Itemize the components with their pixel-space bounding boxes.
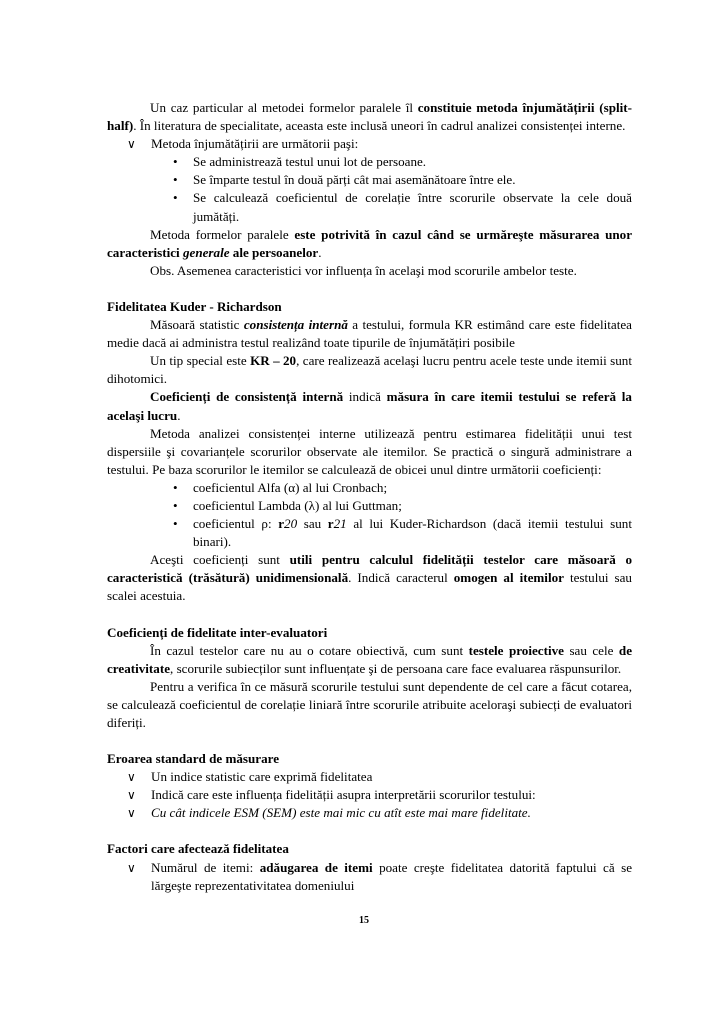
- bullet-item: [107, 479, 632, 497]
- text: indică: [343, 389, 387, 405]
- text: Aceşti coeficienți sunt: [150, 552, 290, 568]
- text: testului sau scalei acestuia.: [107, 570, 632, 604]
- heading-kuder-richardson: Fidelitatea Kuder - Richardson: [107, 298, 282, 314]
- factors-list: [107, 859, 632, 895]
- list-text: Metoda înjumătățirii are următorii paşi:: [151, 136, 359, 152]
- italic-text: Cu cât indicele ESM (SEM) este mai mic cu atît este mai mare fidelitate.: [151, 805, 531, 821]
- bold-italic-text: consistența internă: [243, 317, 348, 333]
- bold-text: de creativitate: [107, 642, 633, 676]
- list-item: [107, 768, 632, 786]
- split-half-bullets: [107, 153, 632, 225]
- bold-italic-text: generale: [182, 244, 230, 260]
- bold-text: adăugarea de itemi: [259, 859, 373, 875]
- bold-text: r: [327, 516, 334, 532]
- text: .: [177, 407, 181, 423]
- heading-standard-error: Eroarea standard de măsurare: [107, 751, 280, 767]
- text: Un tip special este: [150, 353, 251, 369]
- heading-factors: Factori care afectează fidelitatea: [107, 841, 289, 857]
- bullet-text: coeficientul Lambda (λ) al lui Guttman;: [193, 497, 402, 513]
- paragraph-inter-2: Pentru a verifica în ce măsură scorurile testului sunt dependente de cel care a făcut cotarea, se calculează coeficientul de corelație liniară între scorurile atribuite aceloraşi subiecți de evaluatori diferiți.: [107, 678, 632, 730]
- bold-text: Coeficienți de consistență internă: [150, 389, 344, 405]
- bullet-item: [107, 497, 632, 515]
- bullet-item: [107, 153, 632, 171]
- v-marker-icon: ∨: [127, 806, 136, 821]
- list-text: Indică care este influența fidelității asupra interpretării scorurilor testului:: [151, 787, 536, 803]
- text: sau cele: [563, 642, 619, 658]
- v-marker-icon: ∨: [127, 788, 136, 803]
- bullet-text: coeficientul Alfa (α) al lui Cronbach;: [193, 479, 388, 495]
- bold-text: constituie metoda înjumătățirii (split-half): [107, 100, 632, 134]
- text: . Indică caracterul: [348, 570, 454, 586]
- split-half-steps-list: [107, 135, 632, 153]
- text: a testului, formula KR estimând care este fidelitatea medie dacă ai administra testul realizând toate tipurile de înjumătățiri posibile: [107, 317, 632, 351]
- paragraph-kr-4: Metoda analizei consistenței interne utilizează pentru estimarea fidelității unui test dispersiile şi covarianțele scorurilor observate ale itemilor. Se practică o singură administrare a testului. Pe baza scorurilor le itemilor se calculează de obicei unul dintre următorii coeficienți:: [107, 425, 632, 477]
- bullet-icon: •: [173, 172, 178, 188]
- text: Metoda formelor paralele: [150, 226, 295, 242]
- text: sau: [297, 516, 328, 532]
- text: . În literatura de specialitate, aceasta este inclusă uneori în cadrul analizei consistenței interne.: [133, 118, 626, 134]
- v-marker-icon: ∨: [127, 860, 136, 875]
- bold-text: ale persoanelor: [229, 244, 319, 260]
- text: Numărul de itemi:: [151, 859, 260, 875]
- text: .: [318, 244, 322, 260]
- list-text: Un indice statistic care exprimă fidelitatea: [151, 769, 373, 785]
- text: , scorurile subiecților sunt influențate şi de persoana care face evaluarea răspunsurilor.: [170, 660, 622, 676]
- paragraph-kr-2: [107, 352, 632, 388]
- v-marker-icon: ∨: [127, 770, 136, 785]
- list-item: [107, 859, 632, 895]
- paragraph-kr-1: [107, 316, 632, 352]
- bullet-text: Se calculează coeficientul de corelație între scorurile observate la cele două jumătăți.: [193, 190, 632, 224]
- text: , care realizează acelaşi lucru pentru acele teste unde itemii sunt dihotomici.: [107, 353, 632, 387]
- standard-error-list: [107, 768, 632, 822]
- bullet-text: Se împarte testul în două părți cât mai asemănătoare între ele.: [193, 172, 516, 188]
- bullet-icon: •: [173, 190, 178, 206]
- bullet-icon: •: [173, 497, 178, 513]
- page-number: 15: [359, 915, 369, 926]
- bold-text: utili pentru calculul fidelității testelor care măsoară o caracteristică (trăsătură) unidimensională: [107, 552, 632, 586]
- bold-text: este potrivită în cazul când se urmăreşte măsurarea unor caracteristici: [107, 226, 632, 260]
- list-item: [107, 135, 632, 153]
- bullet-icon: •: [173, 479, 178, 495]
- text: Măsoară statistic: [150, 317, 244, 333]
- paragraph-split-half: [107, 99, 632, 135]
- bold-text: testele proiective: [468, 642, 564, 658]
- list-item: [107, 804, 632, 822]
- paragraph-inter-1: [107, 642, 632, 678]
- bullet-icon: •: [173, 154, 178, 170]
- paragraph-parallel-forms: [107, 226, 632, 262]
- coefficients-list: [107, 479, 632, 551]
- bullet-icon: •: [173, 516, 178, 532]
- paragraph-kr-5: [107, 551, 632, 605]
- text: Un caz particular al metodei formelor paralele îl: [150, 100, 418, 115]
- text: poate creşte fidelitatea datorită faptului că se lărgeşte reprezentativitatea domeniului: [151, 859, 633, 893]
- heading-inter-rater: Coeficienți de fidelitate inter-evaluatori: [107, 624, 328, 640]
- paragraph-observation: Obs. Asemenea caracteristici vor influența în acelaşi mod scorurile ambelor teste.: [150, 262, 577, 278]
- bold-text: KR – 20: [250, 353, 297, 369]
- bullet-text: Se administrează testul unui lot de persoane.: [193, 154, 427, 170]
- bold-text: r: [278, 516, 285, 532]
- bold-text: omogen al itemilor: [453, 570, 564, 586]
- italic-text: 20: [284, 516, 298, 532]
- bold-text: măsura în care itemii testului se referă la acelaşi lucru: [107, 389, 632, 423]
- v-marker-icon: ∨: [127, 137, 136, 152]
- list-item: [107, 786, 632, 804]
- paragraph-kr-3: [107, 388, 632, 424]
- text: al lui Kuder-Richardson (dacă itemii testului sunt binari).: [193, 516, 632, 550]
- bullet-item: [107, 171, 632, 189]
- bullet-item: [107, 515, 632, 551]
- italic-text: 21: [333, 516, 347, 532]
- text: În cazul testelor care nu au o cotare obiectivă, cum sunt: [150, 642, 469, 658]
- bullet-item: [107, 189, 632, 225]
- text: coeficientul ρ:: [193, 516, 279, 532]
